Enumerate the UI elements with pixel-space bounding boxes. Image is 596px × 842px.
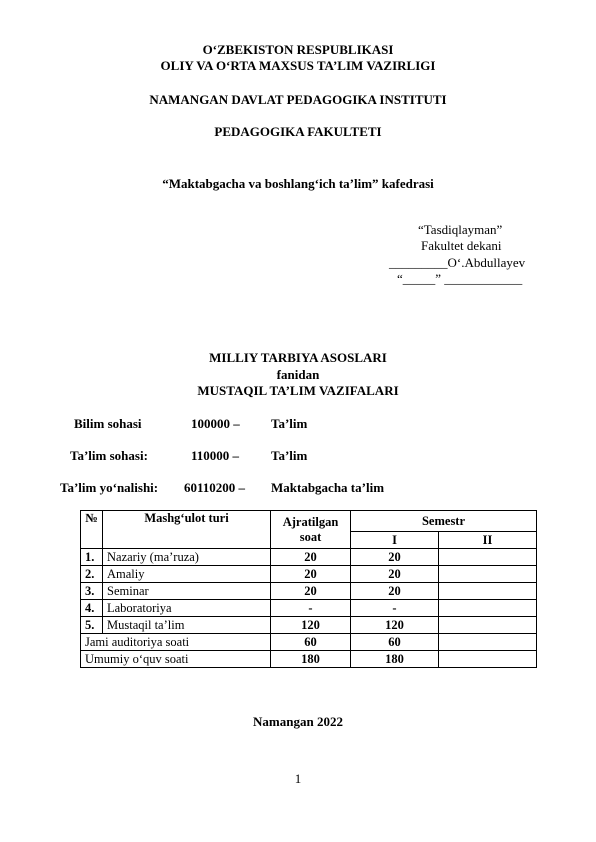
row-hours: - — [271, 600, 351, 617]
field-value: Ta’lim — [271, 416, 308, 431]
total-semester-2 — [439, 634, 537, 651]
approval-date: “_____” ____________ — [397, 271, 523, 286]
field-label: Bilim sohasi — [74, 416, 142, 431]
ministry-country: O‘ZBEKISTON RESPUBLIKASI — [202, 42, 394, 57]
total-semester-1: 180 — [351, 651, 439, 668]
table-row — [81, 617, 537, 634]
field-label: Ta’lim sohasi: — [70, 448, 148, 463]
table-total-row — [81, 651, 537, 668]
row-semester-2 — [439, 617, 537, 634]
row-semester-1: 20 — [351, 549, 439, 566]
place-year: Namangan 2022 — [253, 714, 343, 729]
field-code: 110000 – — [191, 448, 240, 463]
field-code: 100000 – — [191, 416, 240, 431]
row-name: Laboratoriya — [103, 600, 271, 617]
field-value: Ta’lim — [271, 448, 308, 463]
table-total-row — [81, 634, 537, 651]
field-value: Maktabgacha ta’lim — [271, 480, 385, 495]
row-hours: 20 — [271, 549, 351, 566]
approval-signature: _________O‘.Abdullayev — [389, 255, 526, 270]
total-name: Umumiy o‘quv soati — [81, 651, 271, 668]
table-row — [81, 549, 537, 566]
row-number: 3. — [81, 583, 103, 600]
row-semester-1: 20 — [351, 583, 439, 600]
total-semester-1: 60 — [351, 634, 439, 651]
approval-role: Fakultet dekani — [421, 238, 502, 253]
row-number: 2. — [81, 566, 103, 583]
col-header-type: Mashg‘ulot turi — [103, 511, 271, 549]
document-title: MUSTAQIL TA’LIM VAZIFALARI — [197, 383, 399, 398]
department-name: “Maktabgacha va boshlang‘ich ta’lim” kafedrasi — [162, 176, 434, 191]
col-header-number: № — [81, 511, 103, 549]
col-header-semester-1: I — [351, 532, 439, 549]
page-number: 1 — [294, 771, 302, 786]
row-number: 4. — [81, 600, 103, 617]
field-code: 60110200 – — [184, 480, 246, 495]
row-semester-1: 20 — [351, 566, 439, 583]
field-label: Ta’lim yo‘nalishi: — [60, 480, 159, 495]
row-name: Nazariy (ma’ruza) — [103, 549, 271, 566]
total-hours: 60 — [271, 634, 351, 651]
table-row — [81, 566, 537, 583]
ministry-name: OLIY VA O‘RTA MAXSUS TA’LIM VAZIRLIGI — [160, 58, 436, 73]
row-name: Mustaqil ta’lim — [103, 617, 271, 634]
total-semester-2 — [439, 651, 537, 668]
row-semester-2 — [439, 583, 537, 600]
subject-title: MILLIY TARBIYA ASOSLARI — [209, 350, 387, 365]
row-hours: 120 — [271, 617, 351, 634]
subject-from: fanidan — [276, 367, 320, 382]
row-semester-2 — [439, 549, 537, 566]
row-number: 1. — [81, 549, 103, 566]
row-semester-1: 120 — [351, 617, 439, 634]
row-hours: 20 — [271, 583, 351, 600]
row-semester-2 — [439, 600, 537, 617]
institute-name: NAMANGAN DAVLAT PEDAGOGIKA INSTITUTI — [149, 92, 447, 107]
row-hours: 20 — [271, 566, 351, 583]
col-header-semester: Semestr — [351, 511, 537, 532]
total-name: Jami auditoriya soati — [81, 634, 271, 651]
col-header-semester-2: II — [439, 532, 537, 549]
row-name: Amaliy — [103, 566, 271, 583]
row-semester-1: - — [351, 600, 439, 617]
approval-title: “Tasdiqlayman” — [418, 222, 503, 237]
col-header-hours: Ajratilgan soat — [271, 511, 351, 549]
row-semester-2 — [439, 566, 537, 583]
faculty-name: PEDAGOGIKA FAKULTETI — [214, 124, 382, 139]
table-row — [81, 583, 537, 600]
row-name: Seminar — [103, 583, 271, 600]
table-row — [81, 600, 537, 617]
total-hours: 180 — [271, 651, 351, 668]
row-number: 5. — [81, 617, 103, 634]
hours-table — [80, 510, 537, 668]
